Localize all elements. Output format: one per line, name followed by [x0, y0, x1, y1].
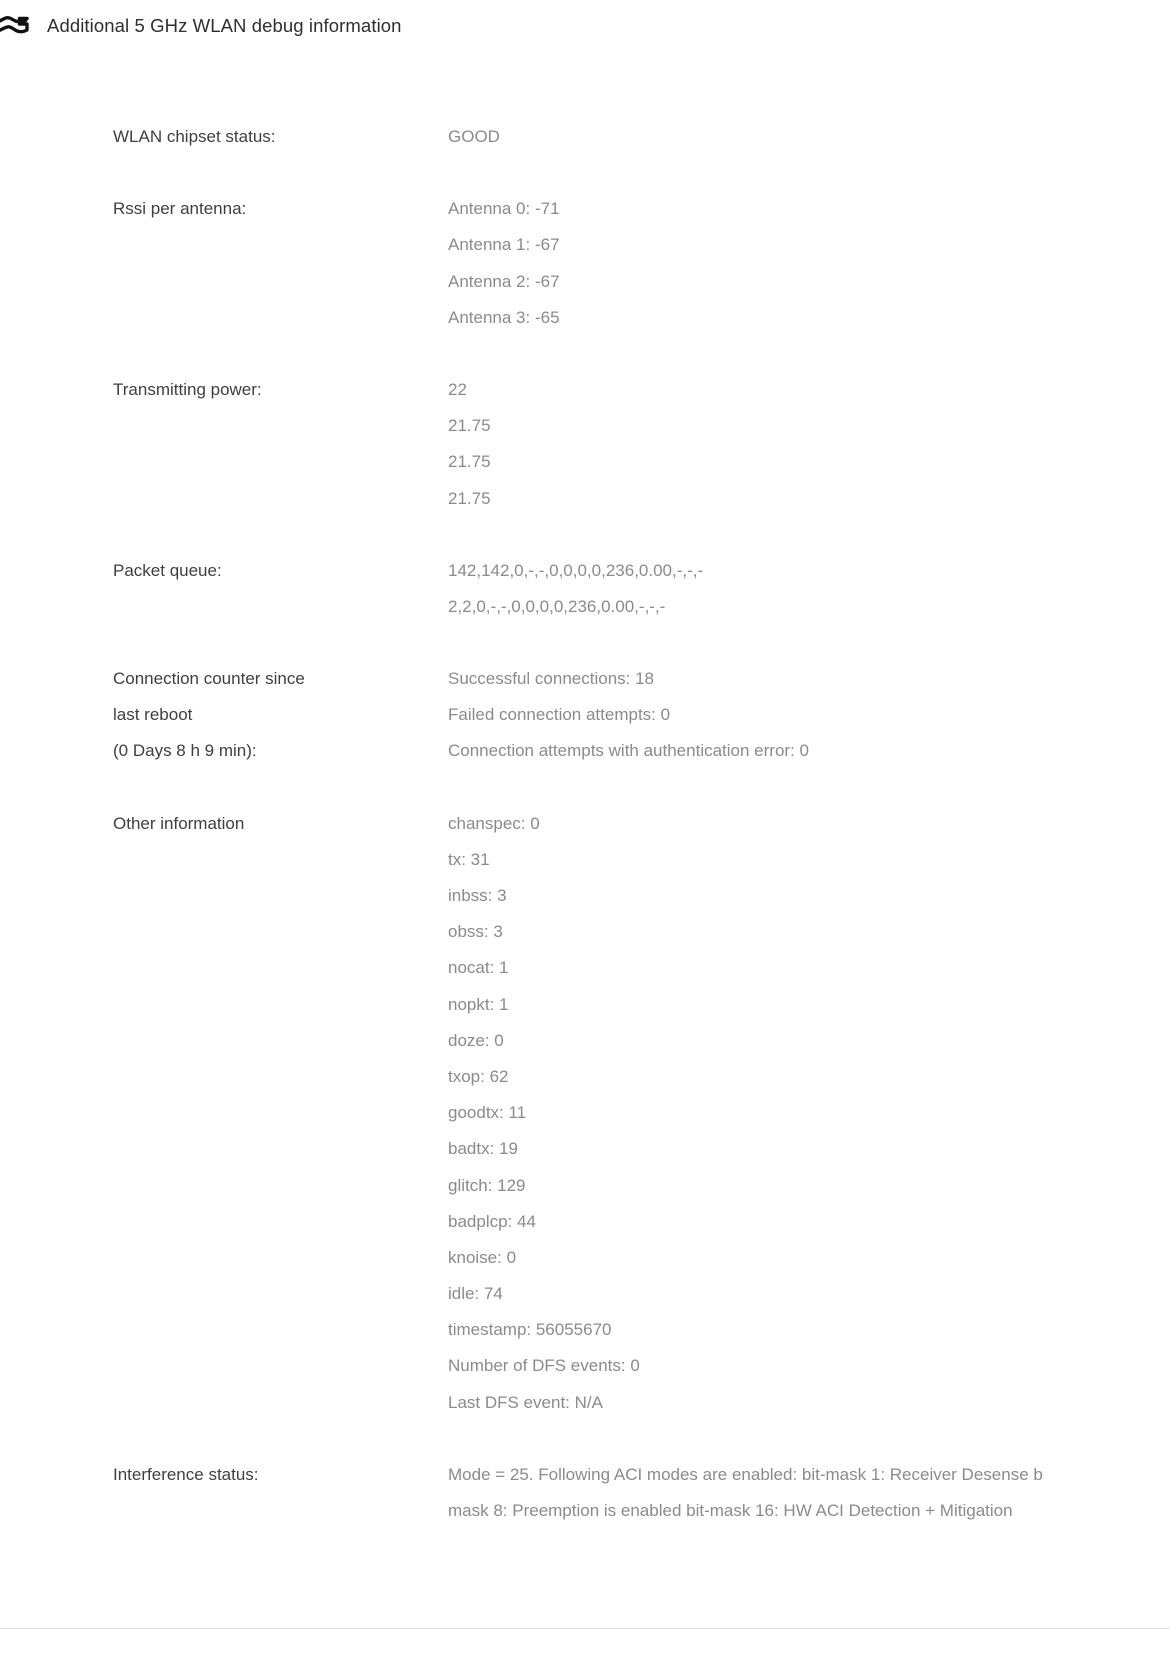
section-value-line: Failed connection attempts: 0	[448, 705, 671, 725]
section-label	[113, 191, 448, 227]
section-value-line: Mode = 25. Following ACI modes are enabled: bit-mask 1: Receiver Desense b	[448, 1464, 1043, 1484]
section-value-line: inbss: 3	[448, 886, 507, 905]
section-value-line: nocat: 1	[448, 958, 509, 978]
section-value-line: GOOD	[448, 127, 500, 146]
spacer	[113, 625, 1170, 661]
section-values	[448, 806, 1170, 1421]
section-value-line: 142,142,0,-,-,0,0,0,0,236,0.00,-,-,-	[448, 560, 704, 580]
section-label-line: Packet queue:	[113, 560, 222, 580]
section-label-line: last reboot	[113, 705, 193, 725]
section-value-line: obss: 3	[448, 922, 503, 942]
section-wlan-chipset-status	[113, 119, 1170, 155]
section-label-line: (0 Days 8 h 9 min):	[113, 741, 257, 761]
page-title: Additional 5 GHz WLAN debug information	[47, 14, 402, 36]
section-value-line: Successful connections: 18	[448, 669, 655, 689]
section-value-line: Antenna 1: -67	[448, 235, 560, 255]
spacer	[113, 1421, 1170, 1457]
section-value-line: Number of DFS events: 0	[448, 1356, 640, 1376]
section-transmitting-power	[113, 372, 1170, 517]
section-values	[448, 553, 1170, 625]
section-value-line: Last DFS event: N/A	[448, 1392, 603, 1412]
section-packet-queue	[113, 553, 1170, 625]
section-label-line: Rssi per antenna:	[113, 199, 247, 219]
section-value-line: badplcp: 44	[448, 1211, 536, 1231]
section-value-line: 21.75	[448, 416, 491, 436]
section-value-line: Antenna 3: -65	[448, 307, 560, 327]
section-value-line: Antenna 0: -71	[448, 199, 560, 219]
section-values	[448, 661, 1170, 770]
section-value-line: knoise: 0	[448, 1247, 517, 1267]
section-values	[448, 119, 1170, 155]
section-value-line: badtx: 19	[448, 1139, 518, 1159]
section-label	[113, 553, 448, 589]
section-label-line: Other information	[113, 813, 245, 833]
section-interference-status	[113, 1457, 1170, 1529]
section-value-line: 21.75	[448, 488, 491, 508]
section-label	[113, 661, 448, 770]
section-values	[448, 1457, 1170, 1529]
wrench-icon	[0, 8, 31, 44]
bottom-divider	[0, 1628, 1170, 1629]
section-label	[113, 372, 448, 408]
section-connection-counter	[113, 661, 1170, 770]
section-value-line: doze: 0	[448, 1030, 504, 1050]
section-label-line: Interference status:	[113, 1464, 259, 1484]
section-value-line: 21.75	[448, 452, 491, 472]
spacer	[113, 336, 1170, 372]
spacer	[113, 517, 1170, 553]
section-label-line: WLAN chipset status:	[113, 127, 276, 146]
section-value-line: 2,2,0,-,-,0,0,0,0,236,0.00,-,-,-	[448, 596, 666, 616]
section-rssi-per-antenna	[113, 191, 1170, 336]
section-value-line: idle: 74	[448, 1284, 503, 1304]
section-value-line: txop: 62	[448, 1066, 509, 1086]
section-label-line: Connection counter since	[113, 669, 305, 689]
spacer	[113, 82, 1170, 119]
section-value-line: glitch: 129	[448, 1175, 526, 1195]
section-value-line: tx: 31	[448, 849, 490, 869]
spacer	[113, 770, 1170, 806]
section-value-line: chanspec: 0	[448, 813, 540, 833]
section-value-line: Antenna 2: -67	[448, 271, 560, 291]
spacer	[113, 155, 1170, 191]
section-label	[113, 1457, 448, 1493]
section-values	[448, 372, 1170, 517]
section-value-line: 22	[448, 379, 467, 399]
section-label	[113, 806, 448, 842]
section-values	[448, 191, 1170, 336]
debug-sections	[0, 52, 1170, 1529]
section-value-line: Connection attempts with authentication error: 0	[448, 741, 809, 761]
section-value-line: nopkt: 1	[448, 994, 509, 1014]
section-value-line: goodtx: 11	[448, 1103, 527, 1123]
section-other-information	[113, 806, 1170, 1421]
section-label	[113, 119, 448, 155]
page-header	[0, 0, 1170, 52]
section-value-line: timestamp: 56055670	[448, 1320, 612, 1340]
section-label-line: Transmitting power:	[113, 379, 262, 399]
section-value-line: mask 8: Preemption is enabled bit-mask 16: HW ACI Detection + Mitigation	[448, 1501, 1013, 1520]
